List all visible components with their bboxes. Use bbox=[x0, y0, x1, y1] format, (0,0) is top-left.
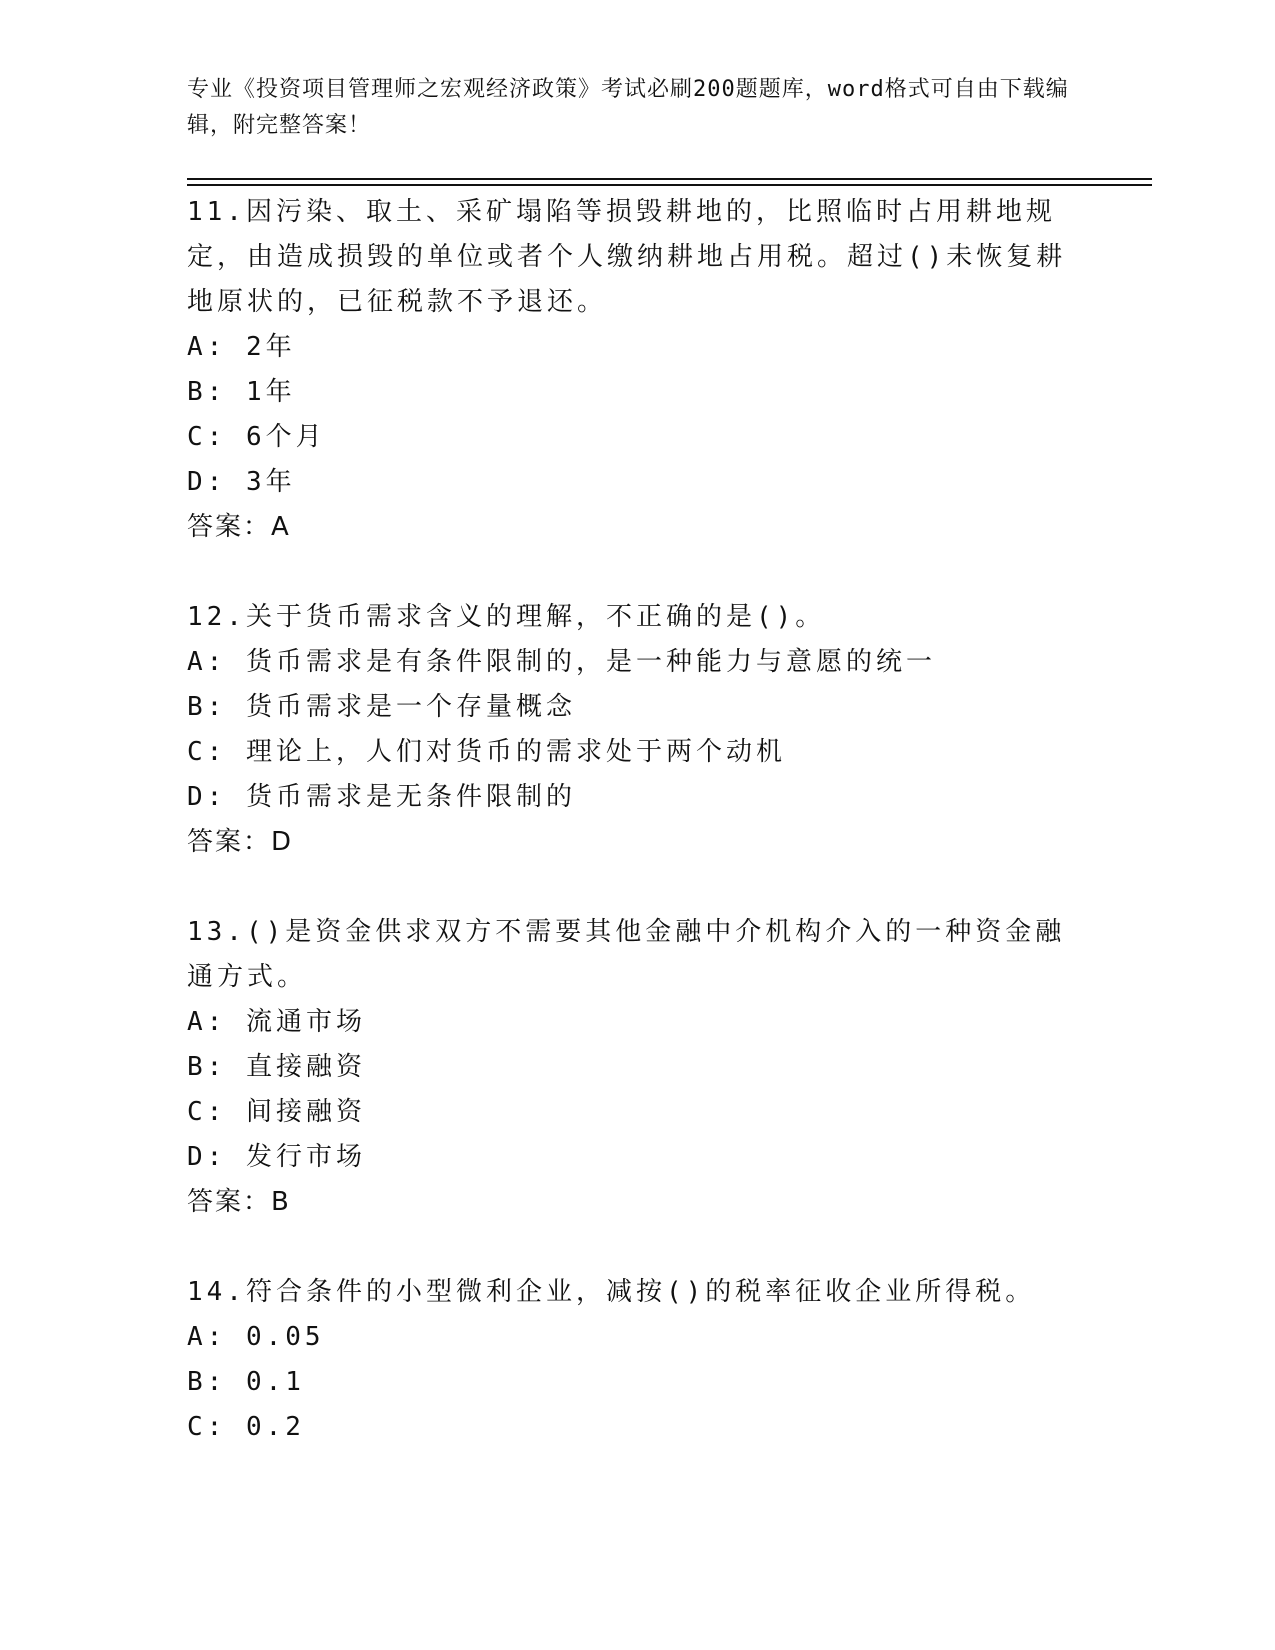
option-b: B: 直接融资 bbox=[187, 1052, 366, 1082]
option-a: A: 2年 bbox=[187, 332, 296, 362]
header-divider-bottom bbox=[187, 184, 1152, 186]
option-b: B: 货币需求是一个存量概念 bbox=[187, 692, 576, 722]
option-a: A: 流通市场 bbox=[187, 1007, 366, 1037]
option-a: A: 货币需求是有条件限制的，是一种能力与意愿的统一 bbox=[187, 647, 936, 677]
question-stem: 11.因污染、取土、采矿塌陷等损毁耕地的，比照临时占用耕地规定，由造成损毁的单位或者个人缴纳耕地占用税。超过()未恢复耕地原状的，已征税款不予退还。 bbox=[187, 197, 1067, 317]
question-12 bbox=[187, 595, 1087, 865]
question-13 bbox=[187, 910, 1087, 1225]
option-c: C: 0.2 bbox=[187, 1412, 305, 1442]
header-divider-top bbox=[187, 178, 1152, 180]
question-stem: 12.关于货币需求含义的理解，不正确的是()。 bbox=[187, 602, 826, 632]
option-b: B: 0.1 bbox=[187, 1367, 305, 1397]
answer-line: 答案：A bbox=[187, 512, 291, 542]
answer-line: 答案：B bbox=[187, 1187, 291, 1217]
option-d: D: 发行市场 bbox=[187, 1142, 366, 1172]
option-b: B: 1年 bbox=[187, 377, 296, 407]
question-list bbox=[187, 190, 1087, 1495]
option-d: D: 3年 bbox=[187, 467, 296, 497]
option-c: C: 间接融资 bbox=[187, 1097, 366, 1127]
document-header: 专业《投资项目管理师之宏观经济政策》考试必刷200题题库，word格式可自由下载编辑，附完整答案！ bbox=[187, 77, 1069, 138]
question-11 bbox=[187, 190, 1087, 550]
question-14 bbox=[187, 1270, 1087, 1450]
option-c: C: 6个月 bbox=[187, 422, 326, 452]
option-a: A: 0.05 bbox=[187, 1322, 325, 1352]
option-d: D: 货币需求是无条件限制的 bbox=[187, 782, 576, 812]
question-stem: 14.符合条件的小型微利企业，减按()的税率征收企业所得税。 bbox=[187, 1277, 1036, 1307]
answer-line: 答案：D bbox=[187, 827, 294, 857]
question-stem: 13.()是资金供求双方不需要其他金融中介机构介入的一种资金融通方式。 bbox=[187, 917, 1066, 992]
option-c: C: 理论上，人们对货币的需求处于两个动机 bbox=[187, 737, 786, 767]
